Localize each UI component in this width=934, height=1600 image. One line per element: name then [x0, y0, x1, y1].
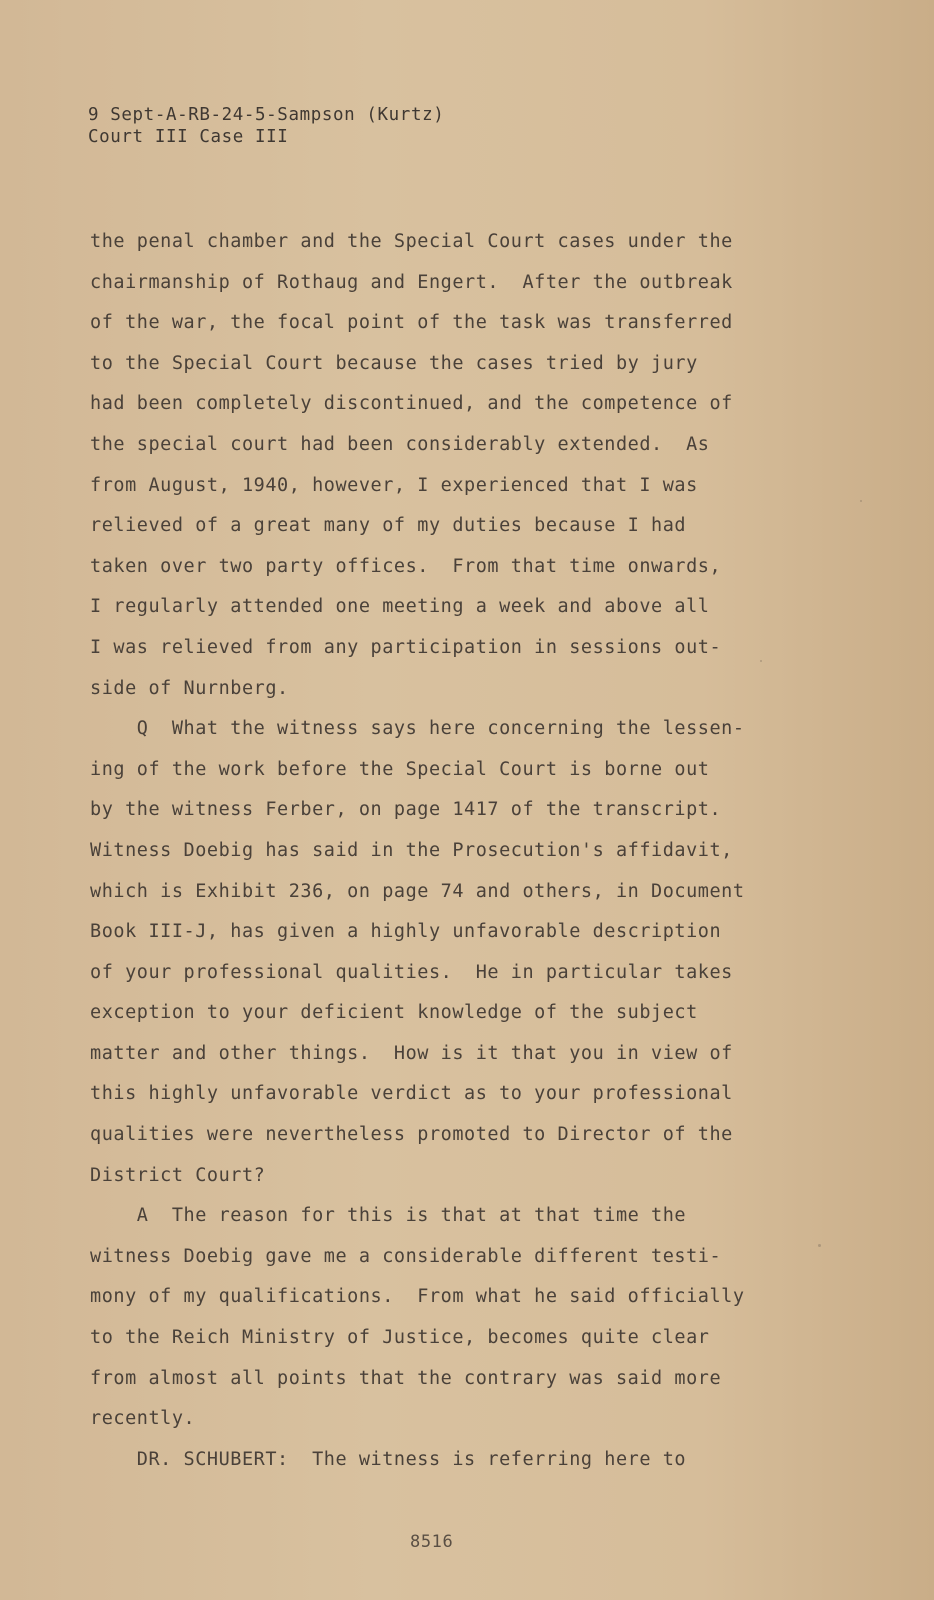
transcript-line: I regularly attended one meeting a week and above all: [90, 596, 710, 618]
transcript-line: from almost all points that the contrary was said more: [90, 1367, 722, 1389]
paper-speck: [760, 660, 762, 662]
transcript-line: Book III-J, has given a highly unfavorable description: [90, 921, 722, 943]
transcript-line: of the war, the focal point of the task was transferred: [90, 312, 733, 334]
transcript-line: this highly unfavorable verdict as to your professional: [90, 1083, 733, 1105]
answer-line: A The reason for this is that at that time the: [90, 1205, 687, 1227]
page-number: 8516: [410, 1532, 454, 1552]
transcript-line: by the witness Ferber, on page 1417 of the transcript.: [90, 799, 722, 821]
paper-speck: [860, 500, 862, 502]
transcript-line: from August, 1940, however, I experienced that I was: [90, 474, 698, 496]
transcript-line: relieved of a great many of my duties because I had: [90, 515, 687, 537]
transcript-line: of your professional qualities. He in particular takes: [90, 961, 733, 983]
transcript-line: the special court had been considerably extended. As: [90, 433, 710, 455]
paper-speck: [818, 1244, 821, 1247]
transcript-line: I was relieved from any participation in sessions out-: [90, 636, 722, 658]
transcript-line: taken over two party offices. From that time onwards,: [90, 555, 722, 577]
transcript-line: exception to your deficient knowledge of the subject: [90, 1002, 698, 1024]
transcript-line: ing of the work before the Special Court is borne out: [90, 758, 710, 780]
transcript-line: to the Reich Ministry of Justice, becomes quite clear: [90, 1327, 710, 1349]
header-session-line: 9 Sept-A-RB-24-5-Sampson (Kurtz): [88, 105, 445, 125]
question-line: Q What the witness says here concerning the lessen-: [90, 718, 745, 740]
transcript-body: [90, 222, 790, 1480]
transcript-line: to the Special Court because the cases tried by jury: [90, 352, 698, 374]
transcript-line: chairmanship of Rothaug and Engert. After the outbreak: [90, 271, 733, 293]
transcript-line: had been completely discontinued, and the competence of: [90, 393, 733, 415]
transcript-line: witness Doebig gave me a considerable different testi-: [90, 1245, 722, 1267]
transcript-line: matter and other things. How is it that you in view of: [90, 1042, 733, 1064]
transcript-line: mony of my qualifications. From what he said officially: [90, 1286, 745, 1308]
document-header: [88, 104, 444, 148]
transcript-line: qualities were nevertheless promoted to Director of the: [90, 1124, 733, 1146]
transcript-line: District Court?: [90, 1164, 266, 1186]
transcript-line: recently.: [90, 1408, 196, 1430]
transcript-line: side of Nurnberg.: [90, 677, 289, 699]
header-court-line: Court III Case III: [88, 127, 289, 147]
transcript-line: the penal chamber and the Special Court cases under the: [90, 231, 733, 252]
transcript-line: which is Exhibit 236, on page 74 and others, in Document: [90, 880, 745, 902]
counsel-line: DR. SCHUBERT: The witness is referring here to: [90, 1448, 687, 1470]
transcript-line: Witness Doebig has said in the Prosecution's affidavit,: [90, 839, 733, 861]
